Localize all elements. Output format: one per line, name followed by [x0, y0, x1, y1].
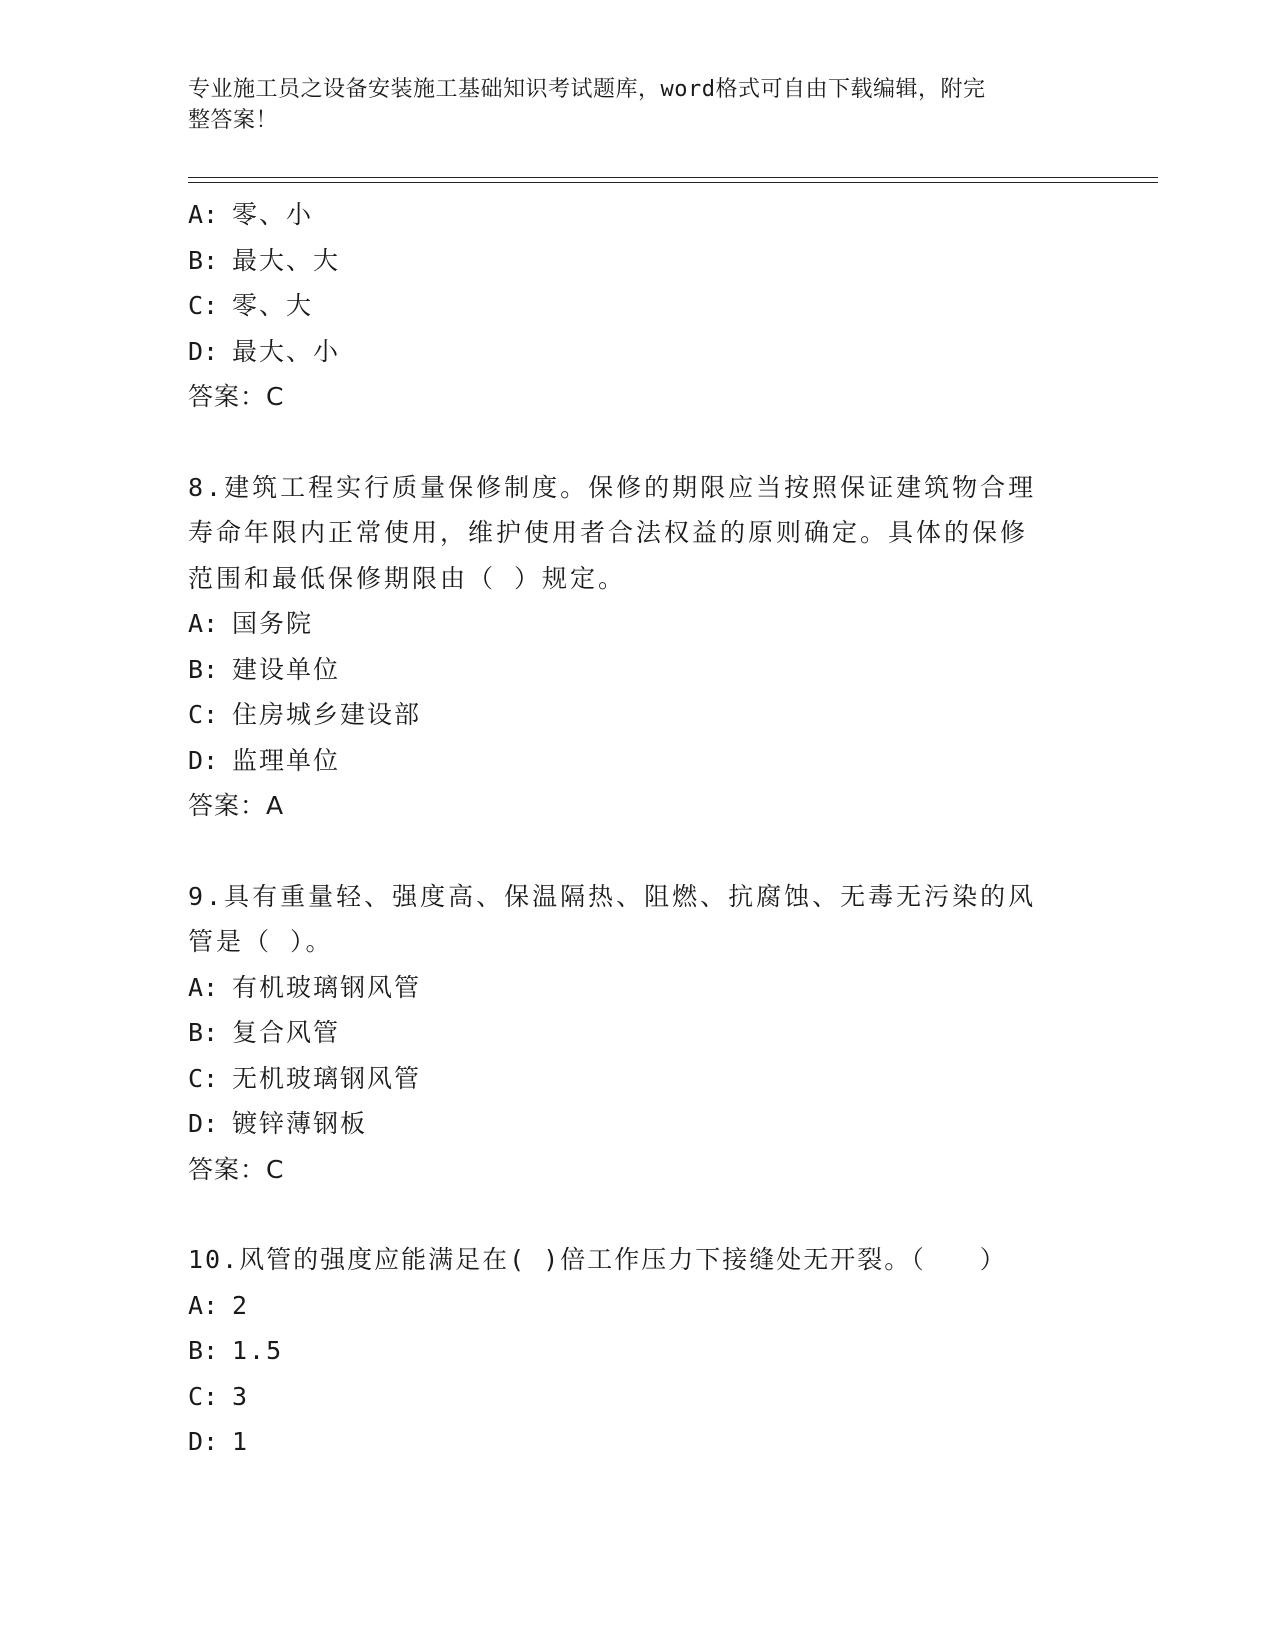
option-key: A:: [188, 200, 219, 229]
option-text: 2: [232, 1290, 250, 1320]
question-text-line: 8.建筑工程实行质量保修制度。保修的期限应当按照保证建筑物合理: [188, 472, 1037, 502]
option-text: 零、大: [232, 291, 314, 320]
option-c: [188, 283, 1158, 329]
option-key: C:: [188, 291, 219, 320]
option-text: 无机玻璃钢风管: [232, 1063, 422, 1093]
option-text: 最大、大: [232, 245, 341, 275]
question-list: [188, 192, 1158, 1465]
spacer: [188, 1192, 1158, 1237]
question-text-line: 管是（ ）。: [188, 927, 334, 956]
question-text-line: 范围和最低保修期限由（ ）规定。: [188, 563, 627, 593]
question-text-line: 9.具有重量轻、强度高、保温隔热、阻燃、抗腐蚀、无毒无污染的风: [188, 881, 1037, 911]
option-key: B:: [188, 1336, 219, 1365]
answer-line: 答案：A: [188, 791, 285, 820]
option-key: B:: [188, 245, 219, 275]
option-b: [188, 1328, 1158, 1374]
option-text: 国务院: [232, 609, 314, 638]
option-a: [188, 601, 1158, 647]
option-a: [188, 965, 1158, 1011]
option-key: D:: [188, 336, 219, 366]
option-key: D:: [188, 1109, 219, 1138]
option-text: 镀锌薄钢板: [232, 1109, 368, 1138]
option-key: A:: [188, 1290, 219, 1320]
option-key: B:: [188, 1018, 219, 1047]
header-divider: [188, 177, 1158, 183]
header-line-2: 整答案！: [188, 108, 279, 133]
question-block-7: [188, 192, 1158, 420]
option-key: A:: [188, 609, 219, 638]
option-text: 零、小: [232, 200, 314, 229]
option-key: D:: [188, 1427, 219, 1456]
option-d: [188, 329, 1158, 375]
option-text: 复合风管: [232, 1018, 341, 1047]
option-b: [188, 647, 1158, 693]
document-header: [188, 74, 1068, 136]
question-block-9: [188, 874, 1158, 1193]
option-text: 1: [232, 1427, 250, 1456]
option-c: [188, 1374, 1158, 1420]
question-block-10: [188, 1237, 1158, 1465]
option-key: A:: [188, 972, 219, 1002]
option-d: [188, 738, 1158, 784]
option-d: [188, 1101, 1158, 1147]
option-text: 监理单位: [232, 745, 341, 775]
option-text: 最大、小: [232, 336, 341, 366]
question-block-8: [188, 465, 1158, 829]
option-a: [188, 1283, 1158, 1329]
option-key: B:: [188, 654, 219, 684]
option-key: C:: [188, 700, 219, 729]
answer-line: 答案：C: [188, 382, 285, 411]
option-key: C:: [188, 1063, 219, 1093]
option-text: 有机玻璃钢风管: [232, 972, 422, 1002]
header-line-1: 专业施工员之设备安装施工基础知识考试题库，word格式可自由下载编辑，附完: [188, 77, 986, 102]
option-c: [188, 1056, 1158, 1102]
question-text-line: 10.风管的强度应能满足在( )倍工作压力下接缝处无开裂。（ ）: [188, 1245, 1007, 1274]
option-c: [188, 692, 1158, 738]
option-text: 住房城乡建设部: [232, 700, 422, 729]
option-b: [188, 1010, 1158, 1056]
option-d: [188, 1419, 1158, 1465]
option-b: [188, 238, 1158, 284]
option-text: 3: [232, 1381, 250, 1411]
option-key: D:: [188, 745, 219, 775]
option-text: 1.5: [232, 1336, 284, 1365]
spacer: [188, 420, 1158, 465]
answer-line: 答案：C: [188, 1154, 285, 1184]
option-text: 建设单位: [232, 654, 341, 684]
spacer: [188, 829, 1158, 874]
document-page: [188, 0, 1158, 1650]
option-a: [188, 192, 1158, 238]
question-text-line: 寿命年限内正常使用，维护使用者合法权益的原则确定。具体的保修: [188, 518, 1029, 547]
option-key: C:: [188, 1381, 219, 1411]
